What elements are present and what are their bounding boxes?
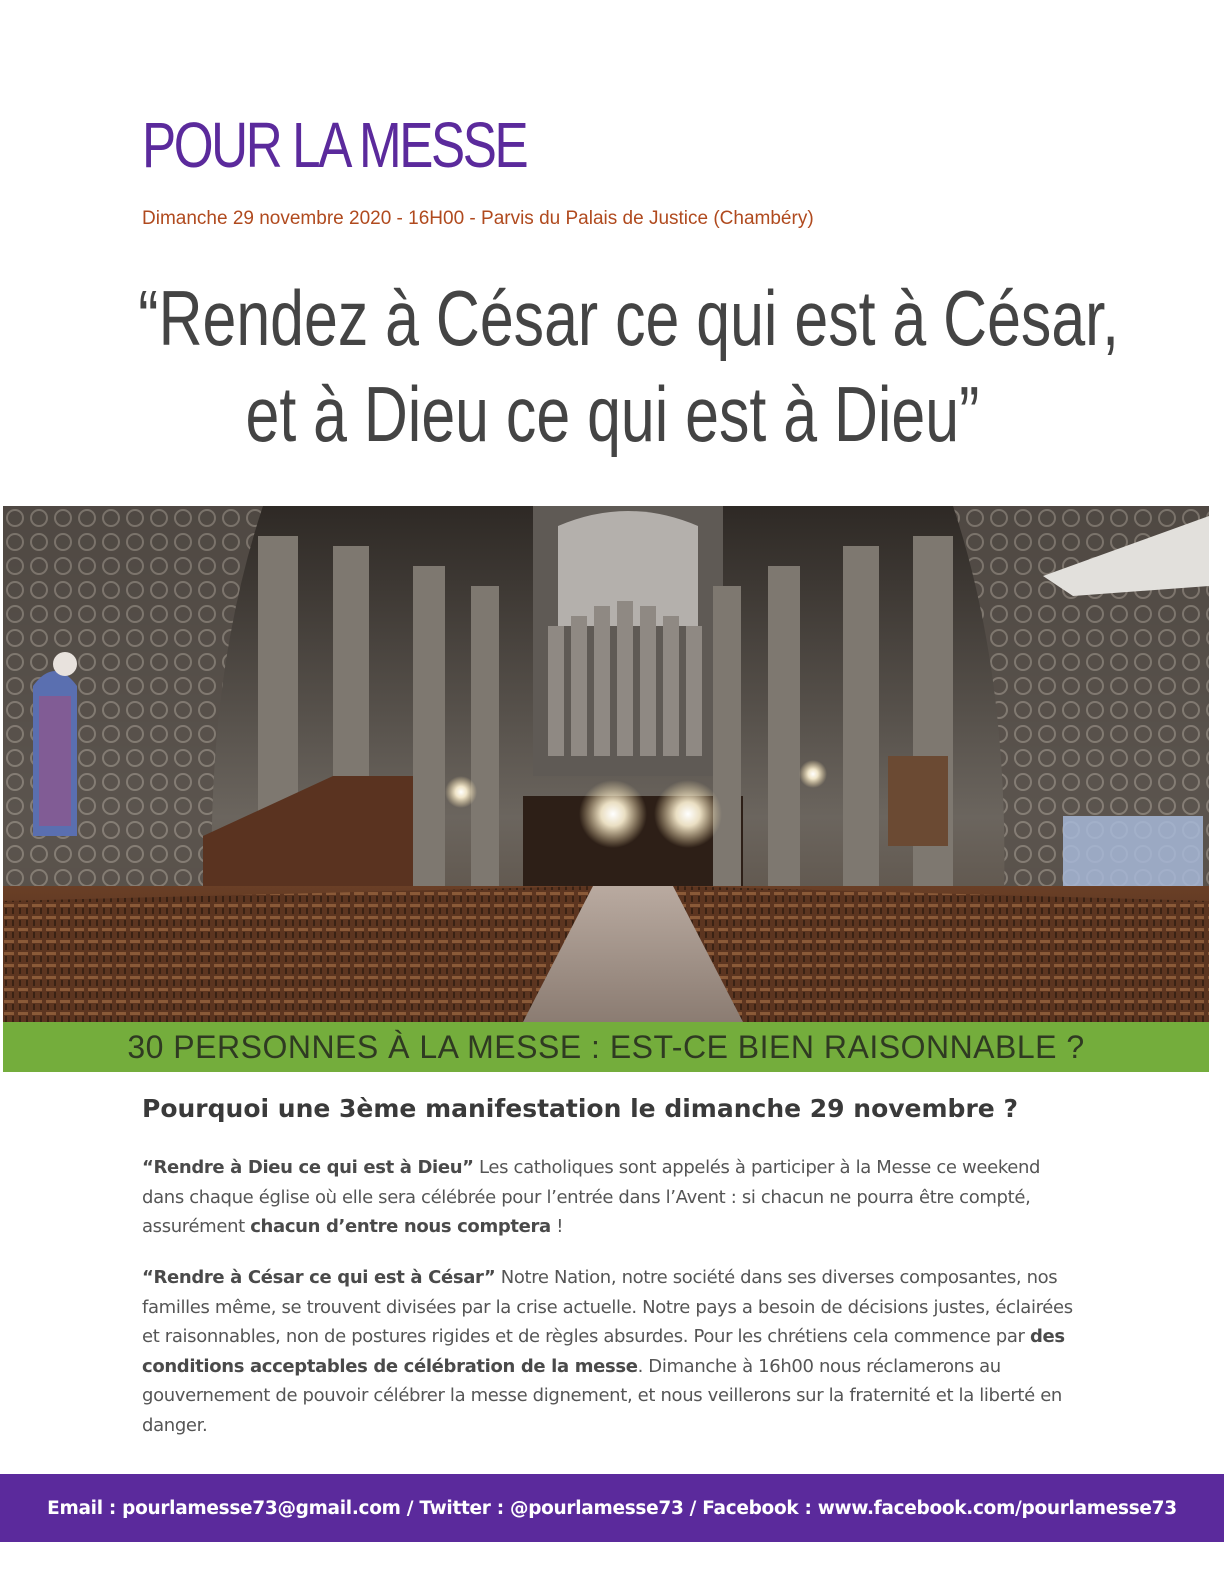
event-details: Dimanche 29 novembre 2020 - 16H00 - Parvis du Palais de Justice (Chambéry) (142, 208, 814, 229)
contact-line: Email : pourlamesse73@gmail.com / Twitter : @pourlamesse73 / Facebook : www.facebook.com/pourlamesse73 (47, 1497, 1177, 1519)
church-illustration (3, 506, 1209, 1072)
photo-caption-banner (3, 1022, 1209, 1072)
quote-line-1: “Rendez à César ce qui est à César, (138, 274, 1119, 362)
paragraph-lead: “Rendre à Dieu ce qui est à Dieu” (142, 1157, 474, 1178)
quote-line-2: et à Dieu ce qui est à Dieu” (245, 370, 979, 458)
emphasis: chacun d’entre nous comptera (250, 1216, 551, 1238)
paragraph-dieu: “Rendre à Dieu ce qui est à Dieu” Les catholiques sont appelés à participer à la Messe ce weekend dans chaque église où elle sera célébrée pour l’entrée dans l’Avent : si chacun ne pourra être compté, assurément chacun d’entre nous comptera ! (142, 1157, 1041, 1238)
main-quote (0, 270, 1224, 462)
church-interior-photo (3, 506, 1209, 1072)
section-title: Pourquoi une 3ème manifestation le dimanche 29 novembre ? (142, 1094, 1018, 1123)
photo-caption: 30 PERSONNES À LA MESSE : EST-CE BIEN RAISONNABLE ? (127, 1028, 1085, 1065)
emphasis: des conditions acceptables de célébration de la messe (142, 1326, 1065, 1377)
brand-title: POUR LA MESSE (142, 109, 527, 181)
footer-contact-bar (0, 1474, 1224, 1542)
paragraph-cesar: “Rendre à César ce qui est à César” Notre Nation, notre société dans ses diverses composantes, nos familles même, se trouvent divisées par la crise actuelle. Notre pays a besoin de décisions justes, éclairées et raisonnables, non de postures rigides et de règles absurdes. Pour les chrétiens cela commence par des conditions acceptables de célébration de la messe. Dimanche à 16h00 nous réclamerons au gouvernement de pouvoir célébrer la messe dignement, et nous veillerons sur la fraternité et la liberté en danger. (142, 1267, 1073, 1436)
paragraph-lead: “Rendre à César ce qui est à César” (142, 1267, 496, 1288)
